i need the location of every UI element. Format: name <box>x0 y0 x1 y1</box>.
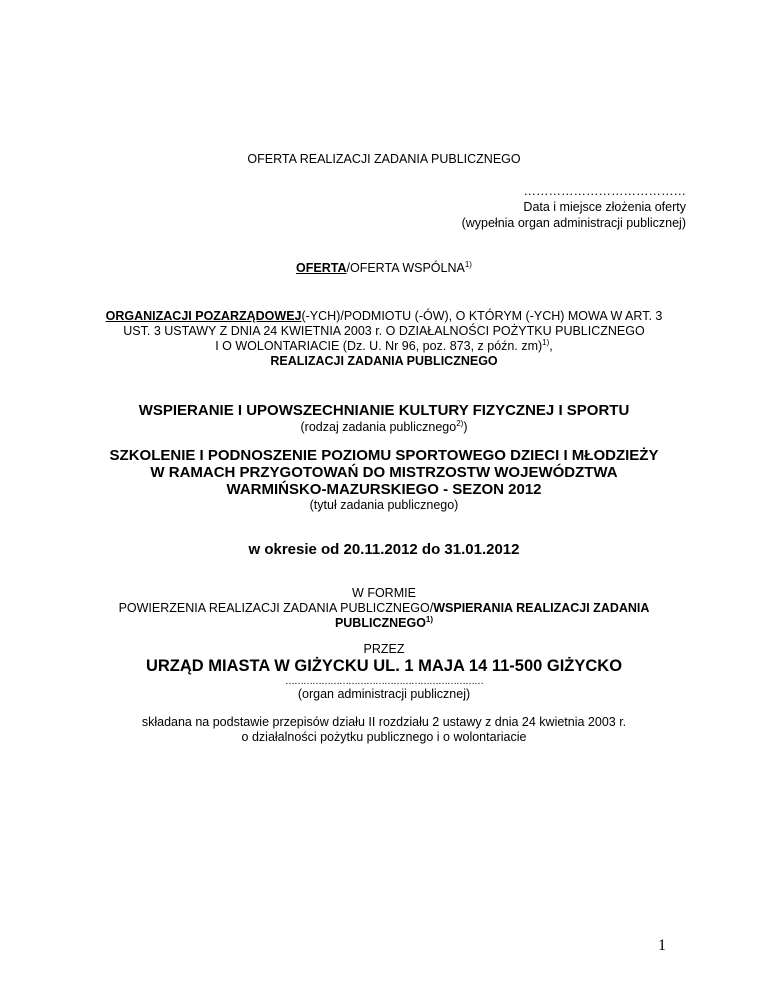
date-note: (wypełnia organ administracji publicznej) <box>461 216 686 230</box>
organization-line4: REALIZACJI ZADANIA PUBLICZNEGO <box>270 354 498 368</box>
organization-line1: (-YCH)/PODMIOTU (-ÓW), O KTÓRYM (-YCH) MOWA W ART. 3 <box>301 309 663 323</box>
organization-line3: I O WOLONTARIACIE (Dz. U. Nr 96, poz. 873, z późn. zm) <box>215 339 543 353</box>
form-footnote: 1) <box>425 614 434 624</box>
form-block <box>0 586 768 631</box>
task-title-line2: W RAMACH PRZYGOTOWAŃ DO MISTRZOSTW WOJEWÓDZTWA <box>150 464 618 481</box>
offer-type <box>0 261 768 276</box>
organization-line2: UST. 3 USTAWY Z DNIA 24 KWIETNIA 2003 r. O DZIAŁALNOŚCI POŻYTKU PUBLICZNEGO <box>123 324 645 338</box>
offer-type-footnote: 1) <box>464 259 472 269</box>
legal-basis-line1: składana na podstawie przepisów działu II rozdziału 2 ustawy z dnia 24 kwietnia 2003 r. <box>141 715 627 729</box>
page-number: 1 <box>658 937 666 954</box>
task-title-line3: WARMIŃSKO-MAZURSKIEGO - SEZON 2012 <box>226 481 542 498</box>
date-dots: ………………………………… <box>523 184 686 198</box>
authority-name: URZĄD MIASTA W GIŻYCKU UL. 1 MAJA 14 11-500 GIŻYCKO <box>145 657 623 675</box>
date-block <box>462 183 686 231</box>
authority-block <box>0 642 768 702</box>
offer-type-rest: /OFERTA WSPÓLNA <box>346 261 465 275</box>
organization-footnote: 1) <box>542 337 550 347</box>
task-kind-block <box>0 402 768 435</box>
form-option-bold: WSPIERANIA REALIZACJI ZADANIA <box>433 601 650 615</box>
task-kind-caption-end: ) <box>463 420 468 434</box>
form-label: W FORMIE <box>352 586 416 600</box>
task-title-block <box>0 447 768 513</box>
organization-selected: ORGANIZACJI POZARZĄDOWEJ <box>105 309 302 323</box>
form-option-bold-2: PUBLICZNEGO <box>334 616 426 630</box>
organization-line3-end: , <box>549 339 553 353</box>
authority-caption: (organ administracji publicznej) <box>297 687 471 701</box>
form-option-normal: POWIERZENIA REALIZACJI ZADANIA PUBLICZNEGO/ <box>118 601 434 615</box>
by-label: PRZEZ <box>363 642 405 656</box>
task-kind-caption: (rodzaj zadania publicznego <box>300 420 457 434</box>
header-title: OFERTA REALIZACJI ZADANIA PUBLICZNEGO <box>247 152 521 166</box>
period: w okresie od 20.11.2012 do 31.01.2012 <box>248 541 520 558</box>
task-title-caption: (tytuł zadania publicznego) <box>309 498 459 512</box>
date-label: Data i miejsce złożenia oferty <box>523 200 686 214</box>
task-kind-title: WSPIERANIE I UPOWSZECHNIANIE KULTURY FIZYCZNEJ I SPORTU <box>138 402 630 419</box>
offer-type-selected: OFERTA <box>296 261 347 275</box>
authority-dots: ………………………………………………………… <box>285 676 483 687</box>
task-kind-footnote: 2) <box>456 418 464 428</box>
organization-block <box>0 309 768 369</box>
legal-basis <box>0 715 768 745</box>
legal-basis-line2: o działalności pożytku publicznego i o wolontariacie <box>241 730 527 744</box>
task-title-line1: SZKOLENIE I PODNOSZENIE POZIOMU SPORTOWEGO DZIECI I MŁODZIEŻY <box>109 447 659 464</box>
